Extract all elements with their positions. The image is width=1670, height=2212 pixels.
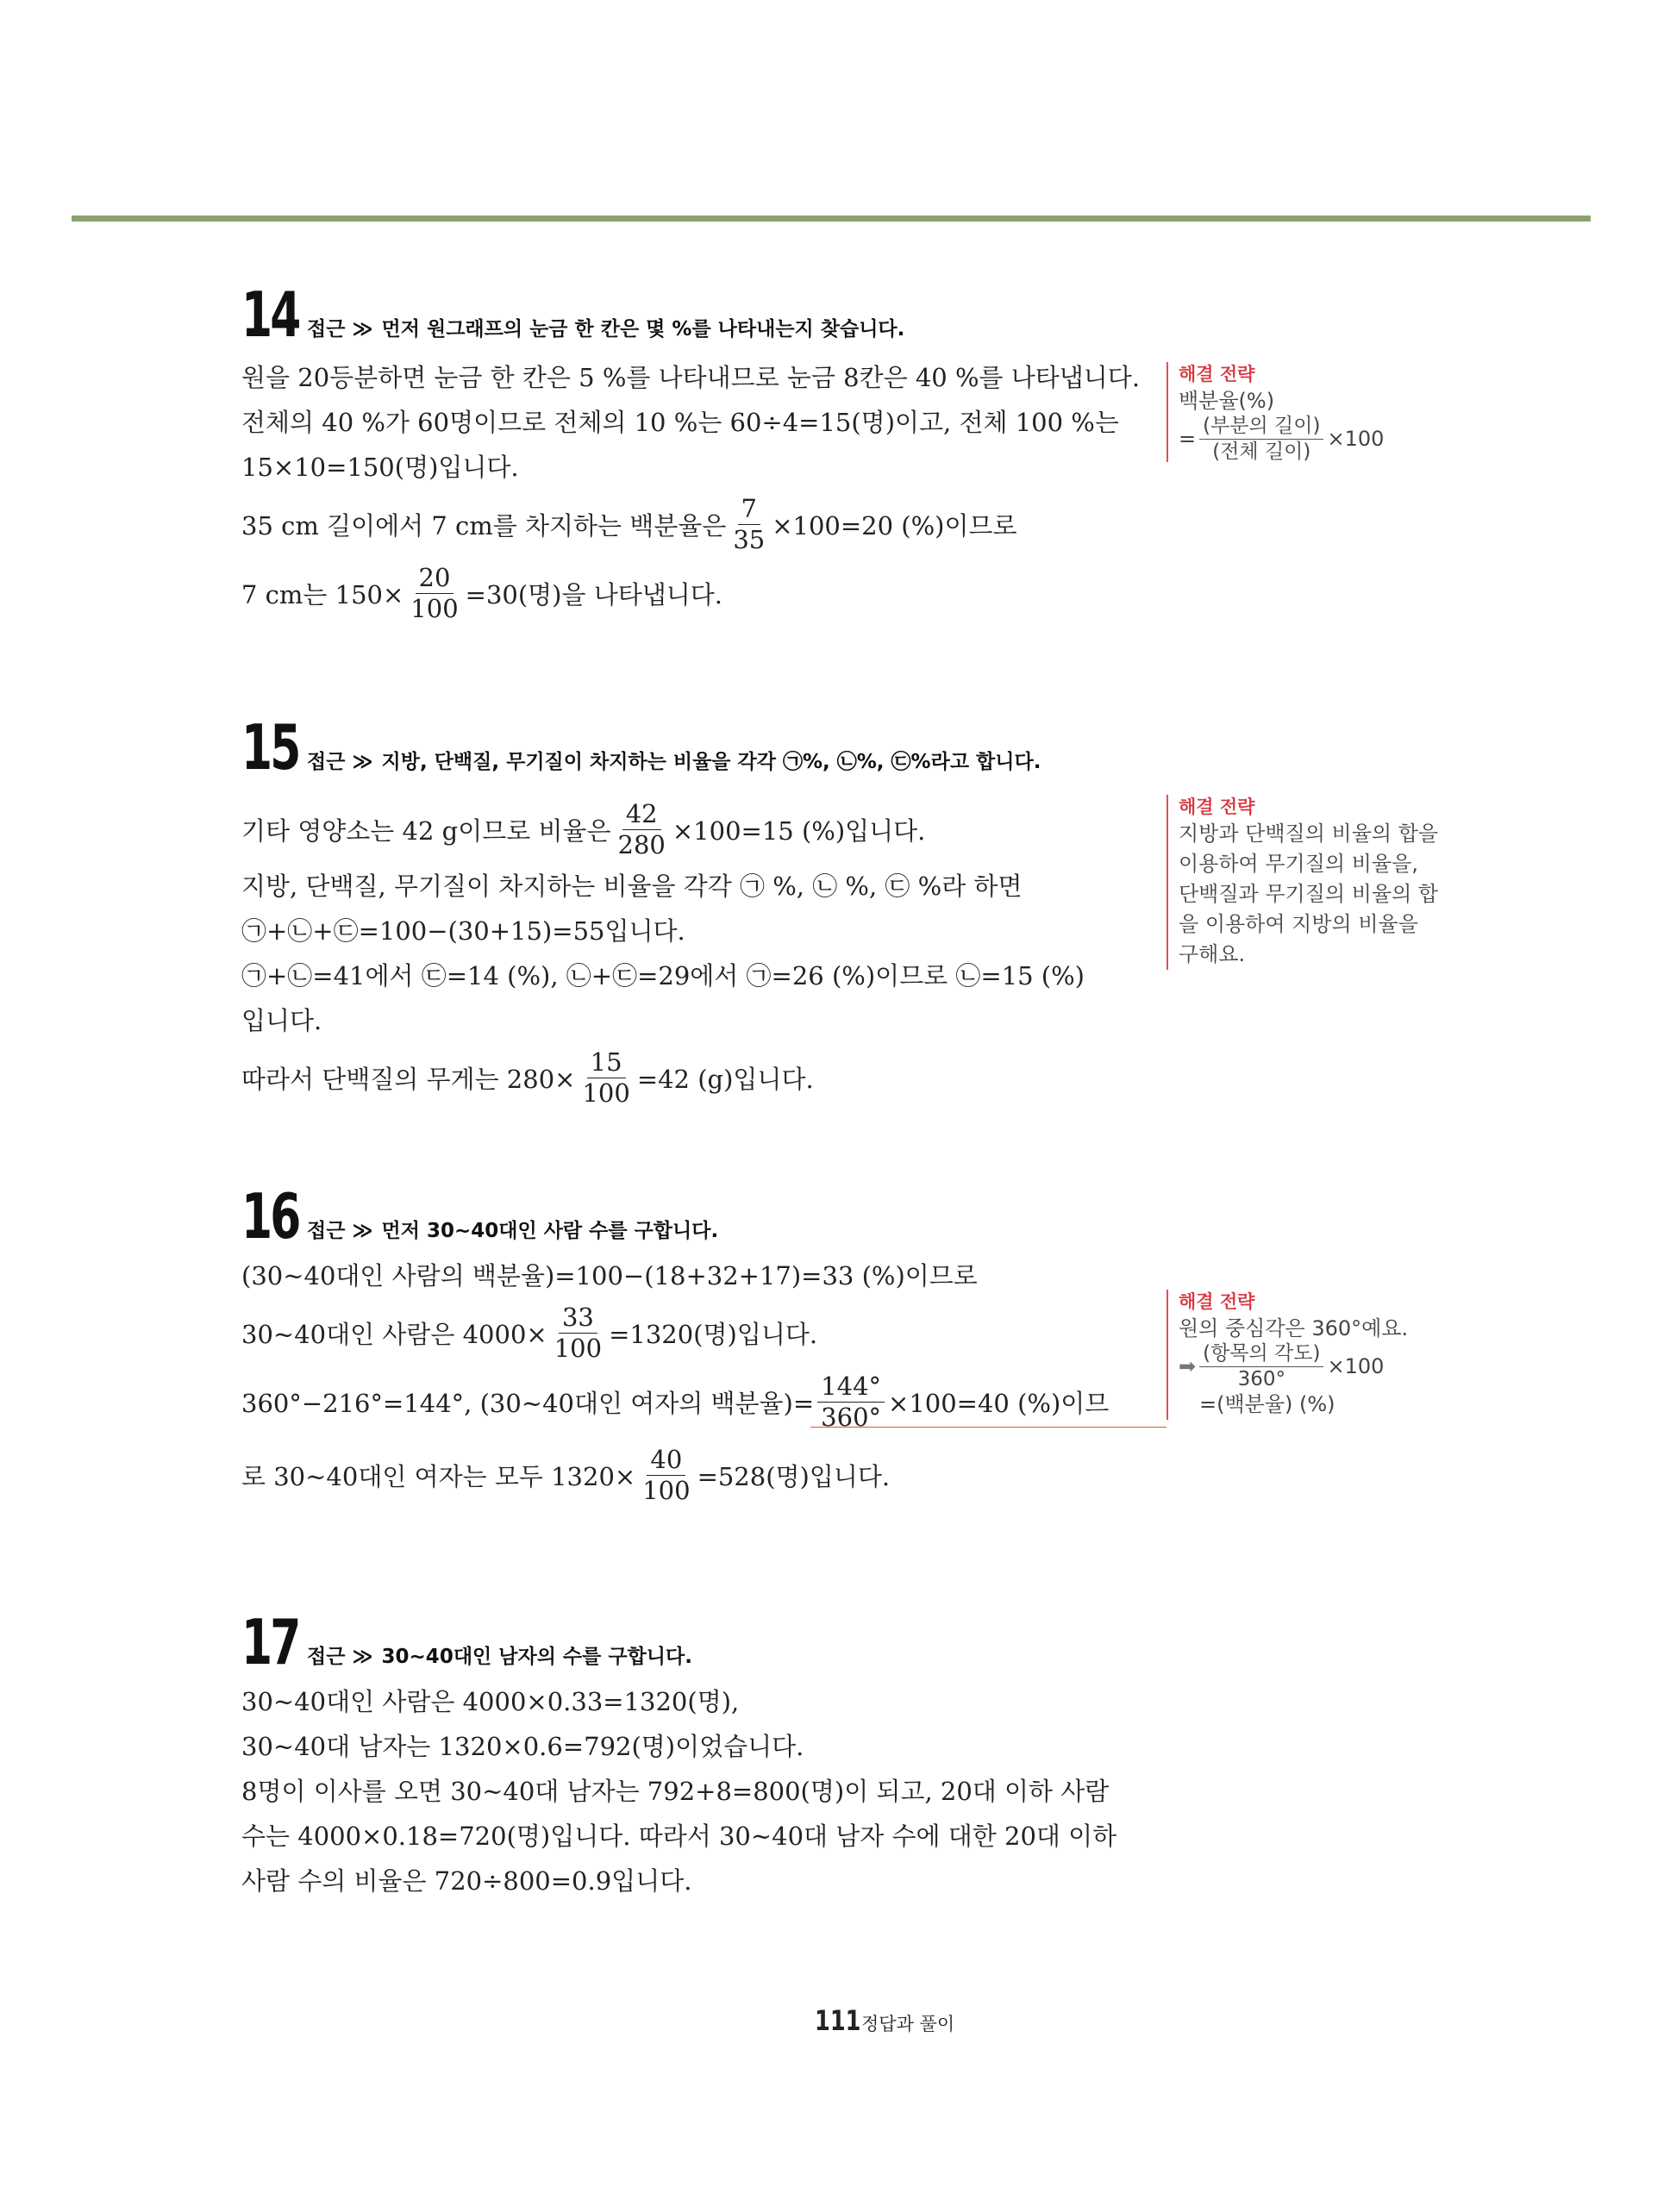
approach-body: 30~40대인 남자의 수를 구합니다. xyxy=(381,1646,692,1668)
strategy-title: 해결 전략 xyxy=(1179,1291,1255,1312)
problem-number: 14 xyxy=(241,278,299,351)
strategy-line: 단백질과 무기질의 비율의 합 xyxy=(1179,882,1439,906)
approach-text xyxy=(307,746,1041,774)
denominator: 100 xyxy=(410,593,459,623)
solution-formula-line xyxy=(241,559,1121,628)
problem-15 xyxy=(241,709,1121,1112)
denominator: 360° xyxy=(1237,1368,1285,1390)
solution-line: 원을 20등분하면 눈금 한 칸은 5 %를 나타내므로 눈금 8칸은 40 %를 나타냅니다. xyxy=(241,363,1141,392)
approach-label: 접근 ≫ xyxy=(307,318,373,341)
formula-text: =42 (g)입니다. xyxy=(636,1064,814,1094)
fraction xyxy=(817,1371,885,1432)
formula-text: =528(명)입니다. xyxy=(697,1461,891,1491)
denominator: (전체 길이) xyxy=(1212,441,1311,463)
approach-label: 접근 ≫ xyxy=(307,1220,373,1242)
strategy-formula xyxy=(1179,1344,1463,1390)
approach-text xyxy=(307,313,904,341)
solution-line: 15×10=150(명)입니다. xyxy=(241,453,519,482)
formula-text: =30(명)을 나타냅니다. xyxy=(465,579,723,609)
strategy-line: 이용하여 무기질의 비율을, xyxy=(1179,852,1418,876)
fraction xyxy=(551,1302,605,1363)
strategy-line: 구해요. xyxy=(1179,942,1246,966)
page-footer xyxy=(815,2004,954,2037)
formula-text: 기타 영양소는 42 g이므로 비율은 xyxy=(241,815,611,846)
numerator: 40 xyxy=(647,1447,685,1476)
strategy-title: 해결 전략 xyxy=(1179,797,1255,817)
solution-line: 30~40대인 사람은 4000×0.33=1320(명), xyxy=(241,1687,740,1716)
denominator: 35 xyxy=(733,524,766,554)
solution-line: ㉠+㉡+㉢=100−(30+15)=55입니다. xyxy=(241,916,685,946)
problem-number: 17 xyxy=(241,1606,299,1678)
problem-14 xyxy=(241,276,1141,628)
connector-line xyxy=(810,1427,1166,1428)
strategy-formula xyxy=(1179,416,1463,462)
denominator: 100 xyxy=(554,1333,603,1363)
solution-formula-line xyxy=(241,1367,1121,1436)
problem-number: 16 xyxy=(241,1180,299,1253)
solution-formula-line xyxy=(241,795,1121,864)
solution-line: 30~40대 남자는 1320×0.6=792(명)이었습니다. xyxy=(241,1732,804,1761)
problem-header xyxy=(241,1603,1121,1678)
fraction xyxy=(639,1444,693,1505)
strategy-title: 해결 전략 xyxy=(1179,364,1255,384)
approach-body: 먼저 원그래프의 눈금 한 칸은 몇 %를 나타내는지 찾습니다. xyxy=(381,318,905,341)
numerator: 15 xyxy=(587,1050,626,1078)
problem-number: 15 xyxy=(241,711,299,784)
numerator: (부분의 길이) xyxy=(1199,416,1323,440)
formula-text: ×100=20 (%)이므로 xyxy=(772,510,1017,541)
formula-text: 35 cm 길이에서 7 cm를 차지하는 백분율은 xyxy=(241,510,727,541)
denominator: 280 xyxy=(617,829,666,859)
approach-text xyxy=(307,1640,692,1669)
problem-header xyxy=(241,1178,1121,1253)
formula-text: ×100 xyxy=(1327,427,1385,451)
solution-formula-line xyxy=(241,1043,1121,1112)
approach-text xyxy=(307,1215,718,1243)
formula-text: 로 30~40대인 여자는 모두 1320× xyxy=(241,1461,636,1491)
fraction xyxy=(615,798,669,859)
fraction xyxy=(407,562,461,623)
denominator: 100 xyxy=(642,1475,691,1505)
solution-formula-line xyxy=(241,1436,1121,1514)
fraction xyxy=(1199,416,1323,462)
numerator: 20 xyxy=(416,565,454,594)
numerator: 144° xyxy=(817,1374,885,1403)
strategy-box-16 xyxy=(1166,1290,1463,1420)
solution-line: 전체의 40 %가 60명이므로 전체의 10 %는 60÷4=15(명)이고, 전체 100 %는 xyxy=(241,408,1119,437)
arrow-icon: ➡ xyxy=(1179,1354,1197,1378)
numerator: (항목의 각도) xyxy=(1199,1344,1323,1367)
solution-line: 수는 4000×0.18=720(명)입니다. 따라서 30~40대 남자 수에 대한 20대 이하 xyxy=(241,1821,1117,1851)
problem-17 xyxy=(241,1603,1121,1903)
solution-line: (30~40대인 사람의 백분율)=100−(18+32+17)=33 (%)이므로 xyxy=(241,1261,978,1290)
strategy-box-14 xyxy=(1166,362,1463,462)
numerator: 42 xyxy=(622,802,661,830)
formula-text: 30~40대인 사람은 4000× xyxy=(241,1319,547,1349)
solution-line: 지방, 단백질, 무기질이 차지하는 비율을 각각 ㉠ %, ㉡ %, ㉢ %라 하면 xyxy=(241,872,1023,901)
formula-text: 7 cm는 150× xyxy=(241,579,404,609)
fraction xyxy=(579,1047,633,1108)
top-rule xyxy=(72,216,1591,222)
formula-text: ×100 xyxy=(1327,1354,1385,1378)
approach-label: 접근 ≫ xyxy=(307,1646,373,1668)
formula-text: ×100=15 (%)입니다. xyxy=(672,815,926,846)
strategy-line: 원의 중심각은 360°예요. xyxy=(1179,1316,1409,1340)
formula-text: 따라서 단백질의 무게는 280× xyxy=(241,1064,576,1094)
solution-line: 입니다. xyxy=(241,1006,322,1035)
solution-formula-line xyxy=(241,1298,1121,1367)
formula-text: 360°−216°=144°, (30~40대인 여자의 백분율)= xyxy=(241,1388,815,1418)
solution-line: 사람 수의 비율은 720÷800=0.9입니다. xyxy=(241,1866,692,1896)
equals-sign: = xyxy=(1179,427,1197,451)
approach-body: 먼저 30~40대인 사람 수를 구합니다. xyxy=(381,1220,719,1242)
approach-label: 접근 ≫ xyxy=(307,751,373,773)
denominator: 100 xyxy=(582,1078,630,1108)
denominator: 360° xyxy=(821,1402,882,1432)
fraction xyxy=(1199,1344,1323,1390)
strategy-line: =(백분율) (%) xyxy=(1199,1392,1335,1416)
page-number: 111 xyxy=(815,2004,861,2037)
numerator: 33 xyxy=(559,1305,597,1334)
numerator: 7 xyxy=(738,497,760,525)
approach-body: 지방, 단백질, 무기질이 차지하는 비율을 각각 ㉠%, ㉡%, ㉢%라고 합니다. xyxy=(381,751,1041,773)
fraction xyxy=(729,493,768,554)
solution-line: 8명이 이사를 오면 30~40대 남자는 792+8=800(명)이 되고, 20대 이하 사람 xyxy=(241,1777,1110,1806)
solution-line: ㉠+㉡=41에서 ㉢=14 (%), ㉡+㉢=29에서 ㉠=26 (%)이므로 ㉡=15 (%) xyxy=(241,961,1085,990)
problem-header xyxy=(241,709,1121,784)
problem-16 xyxy=(241,1178,1121,1514)
formula-text: ×100=40 (%)이므 xyxy=(888,1388,1110,1418)
strategy-line: 을 이용하여 지방의 비율을 xyxy=(1179,912,1418,936)
solution-formula-line xyxy=(241,490,1121,559)
strategy-line: 백분율(%) xyxy=(1179,389,1275,413)
strategy-line: 지방과 단백질의 비율의 합을 xyxy=(1179,822,1439,846)
formula-text: =1320(명)입니다. xyxy=(609,1319,818,1349)
problem-header xyxy=(241,276,1121,351)
strategy-box-15 xyxy=(1166,795,1463,970)
footer-label: 정답과 풀이 xyxy=(861,2014,955,2034)
